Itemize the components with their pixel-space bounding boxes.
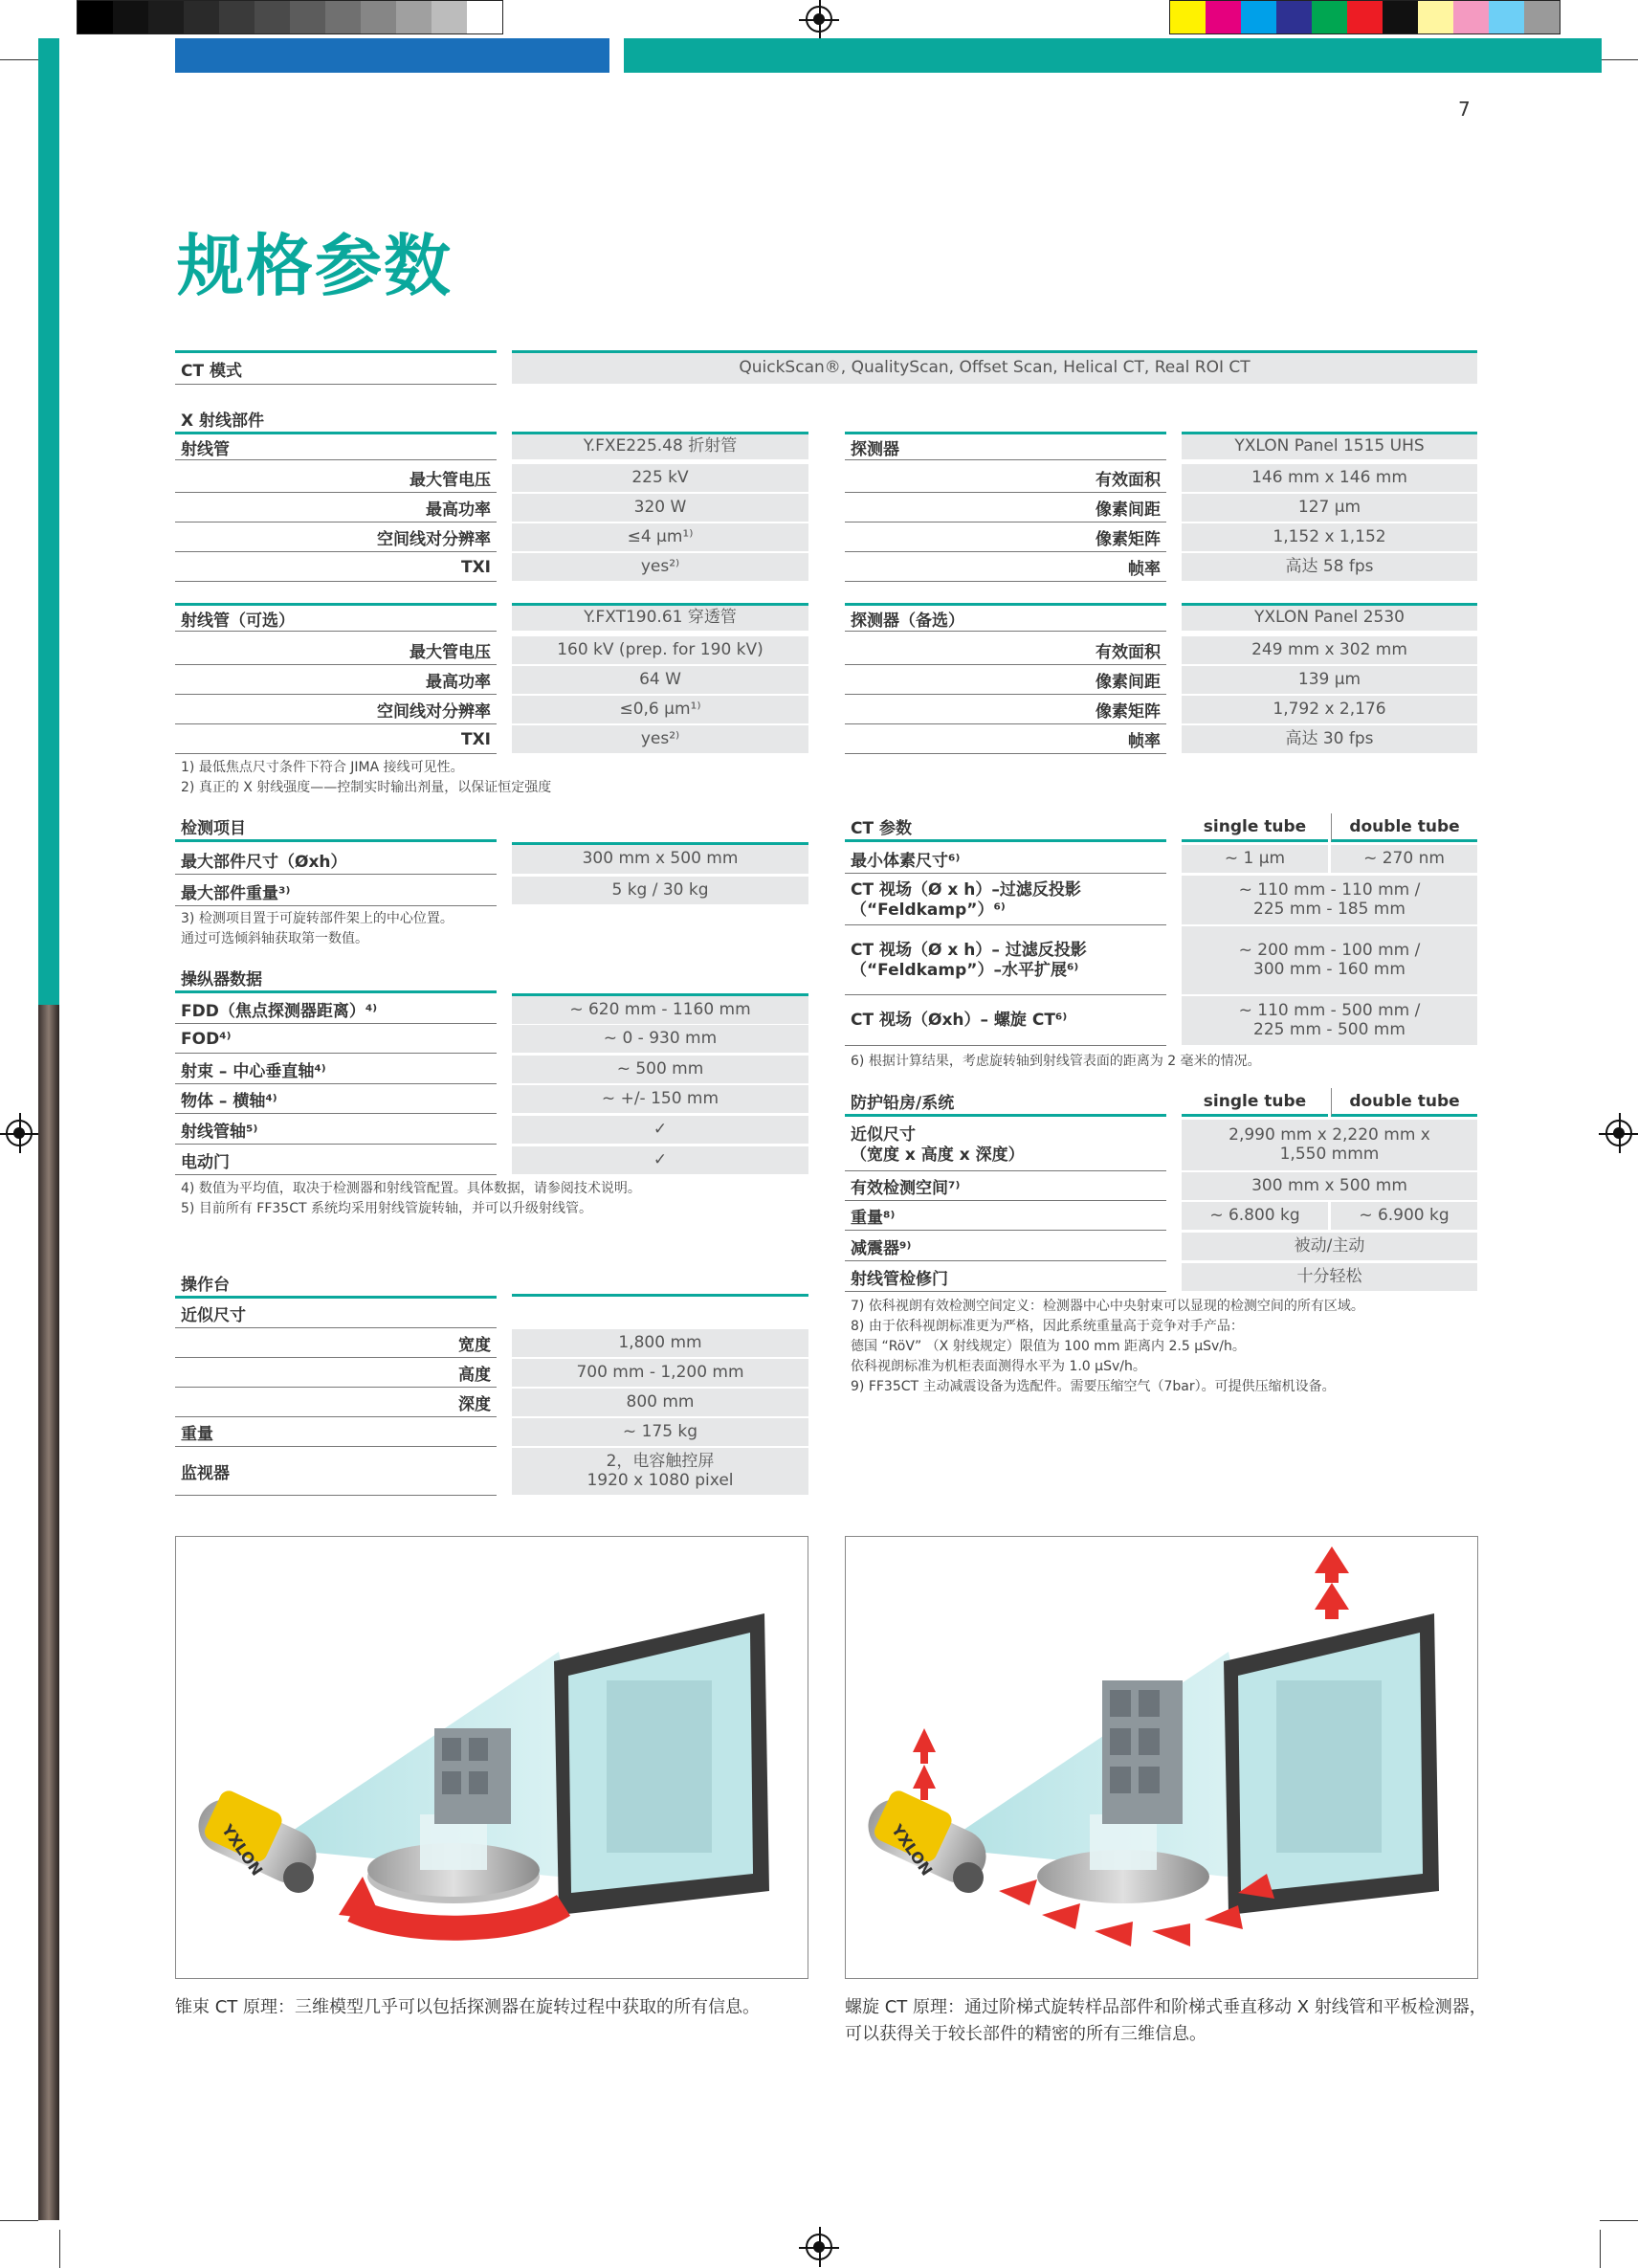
detector-opt-framerate-label: 帧率 xyxy=(845,725,1166,754)
tube-logo: YXLON xyxy=(888,1820,937,1879)
ct-params-col-single: single tube xyxy=(1182,813,1328,842)
cabinet-door-value: 十分轻松 xyxy=(1182,1263,1477,1292)
console-height-value: 700 mm - 1,200 mm xyxy=(512,1359,808,1388)
vertical-arrows-left xyxy=(913,1728,936,1800)
ct-fov-feldkamp-ext-label: CT 视场（Ø x h）– 过滤反投影 （“Feldkamp”）–水平扩展⁶⁾ xyxy=(845,926,1166,995)
tube-resolution-value: ≤4 µm¹⁾ xyxy=(512,523,808,552)
vertical-arrows-right xyxy=(1315,1546,1349,1619)
manipulator-beam-label: 射束 – 中心垂直轴⁴⁾ xyxy=(175,1056,497,1084)
cone-beam-ct-figure xyxy=(175,1536,808,1979)
cabinet-size-value: 2,990 mm x 2,220 mm x 1,550 mmm xyxy=(1182,1120,1477,1171)
detector-pitch-value: 127 µm xyxy=(1182,494,1477,523)
console-size-spacer xyxy=(512,1294,808,1328)
inspection-size-value: 300 mm x 500 mm xyxy=(512,842,808,875)
crop-mark xyxy=(0,2220,38,2221)
page-title: 规格参数 xyxy=(177,227,453,305)
tube-opt-resolution-label: 空间线对分辨率 xyxy=(175,696,497,724)
color-calibration-bar xyxy=(1169,0,1561,34)
ct-voxel-single-value: ~ 1 µm xyxy=(1182,845,1328,874)
console-label: 操作台 xyxy=(175,1270,497,1299)
detector-matrix-value: 1,152 x 1,152 xyxy=(1182,523,1477,552)
ct-params-label: CT 参数 xyxy=(845,813,1166,842)
manipulator-fod-label: FOD⁴⁾ xyxy=(175,1025,497,1054)
tube-max-power-label: 最高功率 xyxy=(175,494,497,523)
ct-voxel-double-value: ~ 270 nm xyxy=(1331,845,1477,874)
tube-opt-max-voltage-label: 最大管电压 xyxy=(175,636,497,665)
photo-edge xyxy=(38,1005,59,2220)
crop-mark xyxy=(1600,2230,1601,2268)
detector-opt-pitch-label: 像素间距 xyxy=(845,666,1166,695)
page-number: 7 xyxy=(1458,98,1471,121)
ct-fov-feldkamp-ext-value: ~ 200 mm - 100 mm / 300 mm - 160 mm xyxy=(1182,926,1477,995)
tube-opt-max-voltage-value: 160 kV (prep. for 190 kV) xyxy=(512,636,808,665)
ct-params-footnotes: 6) 根据计算结果，考虑旋转轴到射线管表面的距离为 2 毫米的情况。 xyxy=(851,1054,1261,1069)
manipulator-footnotes: 4) 数值为平均值，取决于检测器和射线管配置。具体数据，请参阅技术说明。 5) 目前所有 FF35CT 系统均采用射线管旋转轴，并可以升级射线管。 xyxy=(181,1181,641,1216)
console-weight-value: ~ 175 kg xyxy=(512,1418,808,1447)
detector-opt-area-value: 249 mm x 302 mm xyxy=(1182,636,1477,665)
inspection-weight-label: 最大部件重量³⁾ xyxy=(175,878,497,906)
console-weight-label: 重量 xyxy=(175,1418,497,1447)
tube-opt-max-power-label: 最高功率 xyxy=(175,666,497,695)
cabinet-size-label: 近似尺寸 （宽度 x 高度 x 深度） xyxy=(845,1120,1166,1171)
cabinet-footnotes: 7) 依科视朗有效检测空间定义：检测器中心中央射束可以显现的检测空间的所有区域。 8) 由于依科视朗标准更为严格，因此系统重量高于竞争对手产品： 德国 “RöV” （X 射线规定）限值为 100 mm 距离内 2.5 µSv/h。 依科视朗标准为机柜表面测得水平为 1.0 µSv/h。 9) FF35CT 主动减震设备为选配件。需要压缩空气（7bar）。可提供压缩机设备。 xyxy=(851,1299,1364,1394)
manipulator-tube-axis-label: 射线管轴⁵⁾ xyxy=(175,1116,497,1145)
console-height-label: 高度 xyxy=(175,1359,497,1388)
manipulator-fdd-label: FDD（焦点探测器距离）⁴⁾ xyxy=(175,995,497,1024)
manipulator-fdd-value: ~ 620 mm - 1160 mm xyxy=(512,993,808,1025)
grayscale-calibration-bar xyxy=(77,0,503,34)
cabinet-label: 防护铅房/系统 xyxy=(845,1088,1166,1117)
tube-opt-label: 射线管（可选） xyxy=(175,603,497,632)
detector-area-value: 146 mm x 146 mm xyxy=(1182,464,1477,493)
tube-opt-txi-value: yes²⁾ xyxy=(512,725,808,754)
registration-mark-top xyxy=(806,6,832,33)
crop-mark xyxy=(1600,2220,1638,2221)
detector-opt-label: 探测器（备选） xyxy=(845,603,1166,632)
registration-mark-right xyxy=(1605,1120,1632,1146)
detector-opt-value: YXLON Panel 2530 xyxy=(1182,603,1477,632)
long-part xyxy=(1102,1680,1183,1824)
tube-opt-resolution-value: ≤0,6 µm¹⁾ xyxy=(512,696,808,724)
tube-opt-max-power-value: 64 W xyxy=(512,666,808,695)
ct-fov-helical-value: ~ 110 mm - 500 mm / 225 mm - 500 mm xyxy=(1182,996,1477,1046)
detector-area-label: 有效面积 xyxy=(845,464,1166,493)
xray-tube xyxy=(859,1788,994,1893)
cone-beam-caption: 锥束 CT 原理：三维模型几乎可以包括探测器在旋转过程中获取的所有信息。 xyxy=(175,1997,761,2017)
xray-section-label: X 射线部件 xyxy=(181,411,265,431)
ct-params-col-double: double tube xyxy=(1331,813,1477,842)
detector-opt-framerate-value: 高达 30 fps xyxy=(1182,725,1477,754)
ct-fov-feldkamp-label: CT 视场（Ø x h）–过滤反投影 （“Feldkamp”）⁶⁾ xyxy=(845,876,1166,925)
tube-txi-label: TXI xyxy=(175,553,497,582)
manipulator-fod-value: ~ 0 - 930 mm xyxy=(512,1025,808,1054)
cabinet-col-double: double tube xyxy=(1331,1088,1477,1117)
registration-mark-bottom xyxy=(806,2234,832,2260)
xray-footnotes: 1) 最低焦点尺寸条件下符合 JIMA 接线可见性。 2) 真正的 X 射线强度——控制实时输出剂量，以保证恒定强度 xyxy=(181,760,552,795)
tube-max-voltage-value: 225 kV xyxy=(512,464,808,493)
tube-logo: YXLON xyxy=(218,1820,267,1879)
tube-max-voltage-label: 最大管电压 xyxy=(175,464,497,493)
console-depth-label: 深度 xyxy=(175,1389,497,1417)
detector-framerate-label: 帧率 xyxy=(845,553,1166,582)
registration-mark-left xyxy=(6,1120,33,1146)
xray-tube xyxy=(189,1788,324,1893)
console-depth-value: 800 mm xyxy=(512,1389,808,1417)
tube-opt-value: Y.FXT190.61 穿透管 xyxy=(512,603,808,632)
console-width-value: 1,800 mm xyxy=(512,1329,808,1358)
tube-resolution-label: 空间线对分辨率 xyxy=(175,523,497,552)
cabinet-weight-single-value: ~ 6.800 kg xyxy=(1182,1202,1328,1231)
console-monitor-value: 2，电容触控屏 1920 x 1080 pixel xyxy=(512,1448,808,1496)
detector-panel xyxy=(554,1613,769,1915)
detector-value: YXLON Panel 1515 UHS xyxy=(1182,432,1477,460)
manipulator-label: 操纵器数据 xyxy=(175,965,497,993)
cabinet-damper-value: 被动/主动 xyxy=(1182,1233,1477,1261)
helical-ct-figure xyxy=(845,1536,1478,1979)
manipulator-tube-axis-check: ✓ xyxy=(512,1116,808,1145)
detector-framerate-value: 高达 58 fps xyxy=(1182,553,1477,582)
detector-pitch-label: 像素间距 xyxy=(845,494,1166,523)
rotation-arrow xyxy=(353,1905,564,1928)
tube-value: Y.FXE225.48 折射管 xyxy=(512,432,808,460)
inspection-size-label: 最大部件尺寸（Øxh） xyxy=(175,846,497,875)
manipulator-door-label: 电动门 xyxy=(175,1146,497,1175)
detector-opt-pitch-value: 139 µm xyxy=(1182,666,1477,695)
cabinet-damper-label: 减震器⁹⁾ xyxy=(845,1233,1166,1261)
detector-panel xyxy=(1224,1613,1439,1915)
detector-opt-matrix-label: 像素矩阵 xyxy=(845,696,1166,724)
tube-opt-txi-label: TXI xyxy=(175,725,497,754)
inspection-weight-value: 5 kg / 30 kg xyxy=(512,877,808,905)
engine-block xyxy=(434,1728,511,1824)
tube-max-power-value: 320 W xyxy=(512,494,808,523)
detector-matrix-label: 像素矩阵 xyxy=(845,523,1166,552)
crop-mark xyxy=(0,59,38,60)
header-blue-bar xyxy=(175,38,609,73)
helical-ct-caption: 螺旋 CT 原理：通过阶梯式旋转样品部件和阶梯式垂直移动 X 射线管和平板检测器， 可以获得关于较长部件的精密的所有三维信息。 xyxy=(845,1997,1487,2044)
crop-mark xyxy=(1600,59,1638,60)
inspection-footnotes: 3) 检测项目置于可旋转部件架上的中心位置。 通过可选倾斜轴获取第一数值。 xyxy=(181,911,454,946)
manipulator-object-label: 物体 – 横轴⁴⁾ xyxy=(175,1085,497,1114)
crop-mark xyxy=(59,2230,60,2268)
ct-fov-helical-label: CT 视场（Øxh）– 螺旋 CT⁶⁾ xyxy=(845,996,1166,1046)
console-monitor-label: 监视器 xyxy=(175,1448,497,1496)
console-size-label: 近似尺寸 xyxy=(175,1300,497,1328)
cabinet-weight-double-value: ~ 6.900 kg xyxy=(1331,1202,1477,1231)
cabinet-space-value: 300 mm x 500 mm xyxy=(1182,1172,1477,1201)
cabinet-door-label: 射线管检修门 xyxy=(845,1263,1166,1292)
header-teal-bar xyxy=(624,38,1602,73)
cabinet-space-label: 有效检测空间⁷⁾ xyxy=(845,1172,1166,1201)
manipulator-beam-value: ~ 500 mm xyxy=(512,1056,808,1084)
inspection-label: 检测项目 xyxy=(175,813,497,842)
cabinet-col-single: single tube xyxy=(1182,1088,1328,1117)
ct-fov-feldkamp-value: ~ 110 mm - 110 mm / 225 mm - 185 mm xyxy=(1182,876,1477,925)
manipulator-door-check: ✓ xyxy=(512,1146,808,1175)
detector-opt-matrix-value: 1,792 x 2,176 xyxy=(1182,696,1477,724)
detector-label: 探测器 xyxy=(845,432,1166,460)
ct-mode-value: QuickScan®, QualityScan, Offset Scan, Helical CT, Real ROI CT xyxy=(512,350,1477,385)
detector-opt-area-label: 有效面积 xyxy=(845,636,1166,665)
manipulator-object-value: ~ +/- 150 mm xyxy=(512,1085,808,1114)
ct-mode-label: CT 模式 xyxy=(175,350,497,385)
cabinet-weight-label: 重量⁸⁾ xyxy=(845,1202,1166,1231)
tube-txi-value: yes²⁾ xyxy=(512,553,808,582)
ct-voxel-label: 最小体素尺寸⁶⁾ xyxy=(845,845,1166,874)
tube-label: 射线管 xyxy=(175,432,497,460)
console-width-label: 宽度 xyxy=(175,1329,497,1358)
